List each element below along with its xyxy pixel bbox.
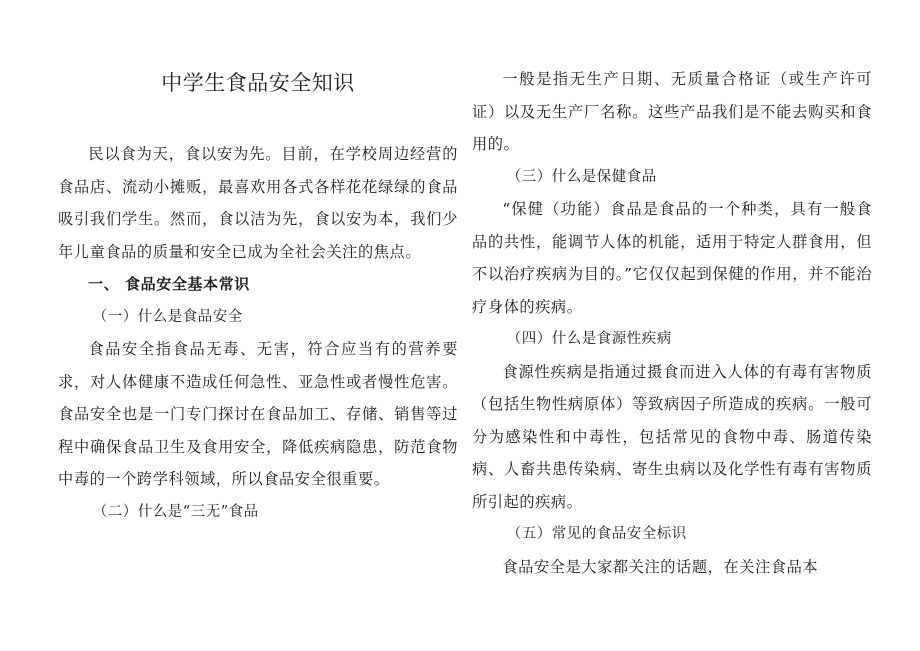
sub2-heading: （二）什么是“三无”食品 (92, 503, 259, 520)
intro-paragraph: 民以食为天，食以安为先。目前，在学校周边经营的食品店、流动小摊贩，最喜欢用各式各样花花绿绿的食品吸引我们学生。然而，食以洁为先，食以安为本，我们少年儿童食品的质量和安全已成为全社会关注的焦点。 (58, 145, 458, 261)
sub2-paragraph: 一般是指无生产日期、无质量合格证（或生产许可证）以及无生产厂名称。这些产品我们是不能去购买和食用的。 (472, 70, 872, 153)
sub4-heading: （四）什么是食源性疾病 (506, 331, 672, 347)
document-title: 中学生食品安全知识 (161, 71, 355, 95)
left-column (58, 60, 458, 528)
sub4-paragraph: 食源性疾病是指通过摄食而进入人体的有毒有害物质（包括生物性病原体）等致病因子所造成的疾病。一般可分为感染性和中毒性，包括常见的食物中毒、肠道传染病、人畜共患传染病、寄生虫病以及化学性有毒有害物质所引起的疾病。 (472, 362, 872, 511)
sub3-heading: （三）什么是保健食品 (506, 168, 657, 185)
right-column (472, 60, 872, 583)
sub5-heading: （五）常见的食品安全标识 (506, 526, 687, 542)
sub1-paragraph: 食品安全指食品无毒、无害，符合应当有的营养要求，对人体健康不造成任何急性、亚急性或者慢性危害。食品安全也是一门专门探讨在食品加工、存储、销售等过程中确保食品卫生及食用安全，降低疾病隐患，防范食物中毒的一个跨学科领域，所以食品安全很重要。 (58, 340, 458, 488)
sub5-paragraph: 食品安全是大家都关注的话题，在关注食品本 (502, 557, 819, 576)
sub3-paragraph: “保健（功能）食品是食品的一个种类，具有一般食品的共性，能调节人体的机能，适用于特定人群食用，但不以治疗疾病为目的。”它仅仅起到保健的作用，并不能治疗身体的疾病。 (472, 200, 872, 316)
section1-heading: 一、 食品安全基本常识 (88, 275, 250, 293)
sub1-heading: （一）什么是食品安全 (92, 308, 243, 325)
